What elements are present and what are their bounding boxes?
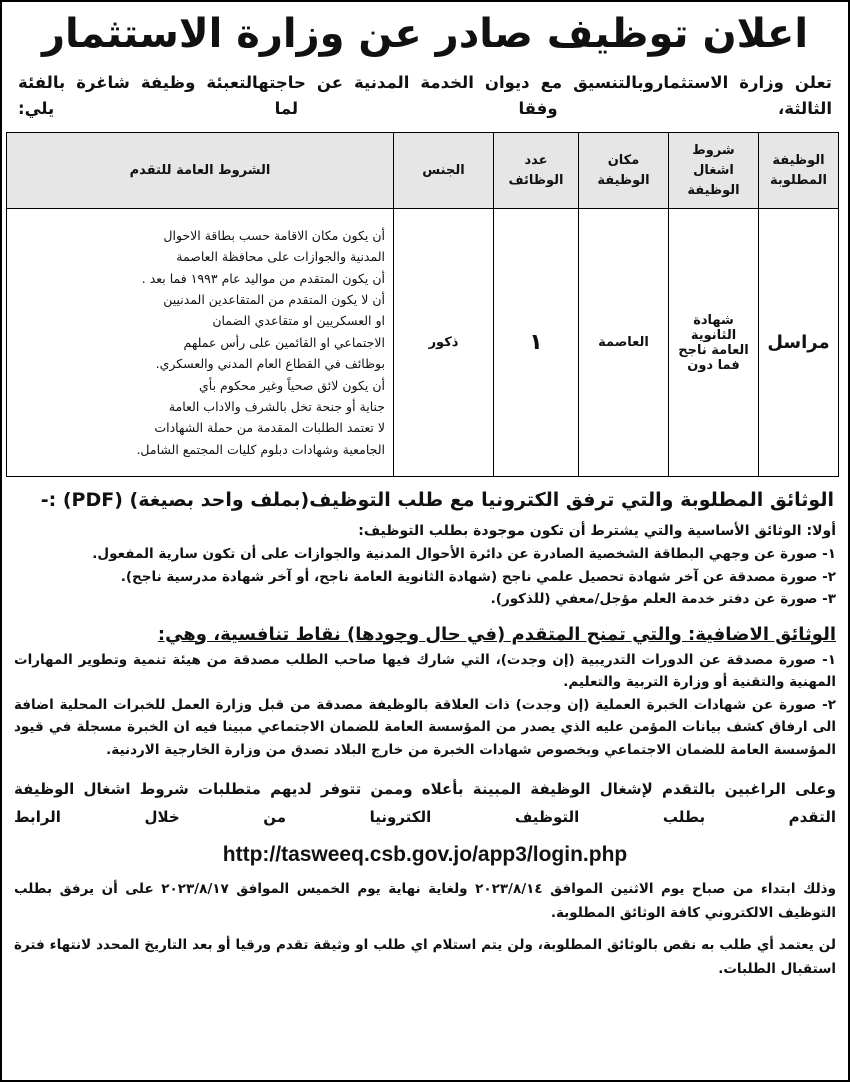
list-item: ١- صورة عن وجهي البطاقة الشخصية الصادرة عن دائرة الأحوال المدنية والجوازات على أن تكون سارية المفعول.	[92, 546, 836, 562]
header-gender: الجنس	[394, 133, 494, 209]
application-link[interactable]: http://tasweeq.csb.gov.jo/app3/login.php	[222, 843, 628, 866]
condition-line: أن يكون المتقدم من مواليد عام ١٩٩٣ فما بعد .	[141, 270, 385, 286]
condition-line: المدنية والجوازات على محافظة العاصمة	[176, 249, 385, 265]
condition-line: او العسكريين او متقاعدي الضمان	[212, 313, 385, 329]
list-item: ٢- صورة مصدقة عن آخر شهادة تحصيل علمي ناجح (شهادة الثانوية العامة ناجح، أو آخر شهادة مدرسية ناجح).	[120, 568, 836, 585]
condition-line: بوظائف في القطاع العام المدني والعسكري.	[155, 356, 385, 372]
header-location: مكان الوظيفة	[579, 133, 669, 209]
table-header-row	[7, 133, 839, 209]
condition-line: جناية أو جنحة تخل بالشرف والاداب العامة	[168, 399, 385, 415]
condition-line: لا تعتمد الطلبات المقدمة من حملة الشهادات	[154, 420, 385, 436]
job-table	[6, 132, 839, 477]
cell-conditions	[7, 209, 394, 477]
condition-line: أن يكون لائق صحياً وغير محكوم بأي	[199, 377, 385, 393]
table-row	[7, 209, 839, 477]
condition-line: أن لا يكون المتقدم من المتقاعدين المدنيين	[163, 291, 385, 307]
cell-location: العاصمة	[579, 209, 669, 477]
incomplete-applications-note: لن يعتمد أي طلب به نقص بالوثائق المطلوبة، ولن يتم استلام اي طلب او وثيقة تقدم ورقيا أو بعد التاريخ المحدد لانتهاء فترة استقبال الطلبات.	[14, 937, 836, 977]
header-conditions: الشروط العامة للتقدم	[7, 133, 394, 209]
cell-gender: ذكور	[394, 209, 494, 477]
cell-count: ١	[494, 209, 579, 477]
apply-instructions: وعلى الراغبين بالتقدم لإشغال الوظيفة المبينة بأعلاه وممن تتوفر لديهم متطلبات شروط اشغال الوظيفة التقدم بطلب التوظيف الكترونيا من خلال الرابط	[14, 780, 836, 826]
cell-job: مراسل	[759, 209, 839, 477]
basic-documents-heading: أولا: الوثائق الأساسية والتي يشترط أن تكون موجودة بطلب التوظيف:	[358, 523, 836, 539]
header-qualifications: شروط اشغال الوظيفة	[669, 133, 759, 209]
documents-heading: الوثائق المطلوبة والتي ترفق الكترونيا مع طلب التوظيف(بملف واحد بصيغة) (PDF) :-	[40, 489, 834, 511]
extra-documents-heading: الوثائق الاضافية: والتي تمنح المتقدم (في حال وجودها) نقاط تنافسية، وهي:	[157, 623, 836, 645]
header-count: عدد الوظائف	[494, 133, 579, 209]
list-item: ٢- صورة عن شهادات الخبرة العملية (إن وجدت) ذات العلاقة بالوظيفة مصدقة من قبل وزارة العمل للخبرات المحلية اضافة الى ارفاق كشف بيانات المؤمن عليه الذي يصدر من المؤسسة العامة للضمان الاجتماعي مبينا فيه ان الخبرة مسجلة في قيود المؤسسة العامة للضمان الاجتماعي وبخصوص شهادات الخبرة من خارج البلاد تصدق من وزارة الخارجية الاردنية.	[14, 696, 836, 758]
condition-line: أن يكون مكان الاقامة حسب بطاقة الاحوال	[163, 227, 385, 243]
intro-paragraph: تعلن وزارة الاستثماروبالتنسيق مع ديوان الخدمة المدنية عن حاجتهالتعبئة وظيفة شاغرة بالفئة الثالثة، وفقا لما يلي:	[18, 73, 832, 118]
application-period-note: وذلك ابتداء من صباح يوم الاثنين الموافق ٢٠٢٣/٨/١٤ ولغاية نهاية يوم الخميس الموافق ٢٠٢٣/٨/١٧ على أن يرفق بطلب التوظيف الالكتروني كافة الوثائق المطلوبة.	[14, 881, 836, 921]
header-job: الوظيفة المطلوبة	[759, 133, 839, 209]
cell-qualifications: شهادة الثانوية العامة ناجح فما دون	[669, 209, 759, 477]
announcement-headline: اعلان توظيف صادر عن وزارة الاستثمار	[41, 11, 809, 57]
list-item: ١- صورة مصدقة عن الدورات التدريبية (إن وجدت)، التي شارك فيها صاحب الطلب مصدقة من هيئة تنمية وتطوير المهارات المهنية والتقنية أو وزارة التربية والتعليم.	[14, 651, 836, 690]
condition-line: الجامعية وشهادات دبلوم كليات المجتمع الشامل.	[136, 441, 385, 457]
condition-line: الاجتماعي او القائمين على رأس عملهم	[183, 334, 385, 350]
list-item: ٣- صورة عن دفتر خدمة العلم مؤجل/معفي (للذكور).	[490, 591, 836, 607]
